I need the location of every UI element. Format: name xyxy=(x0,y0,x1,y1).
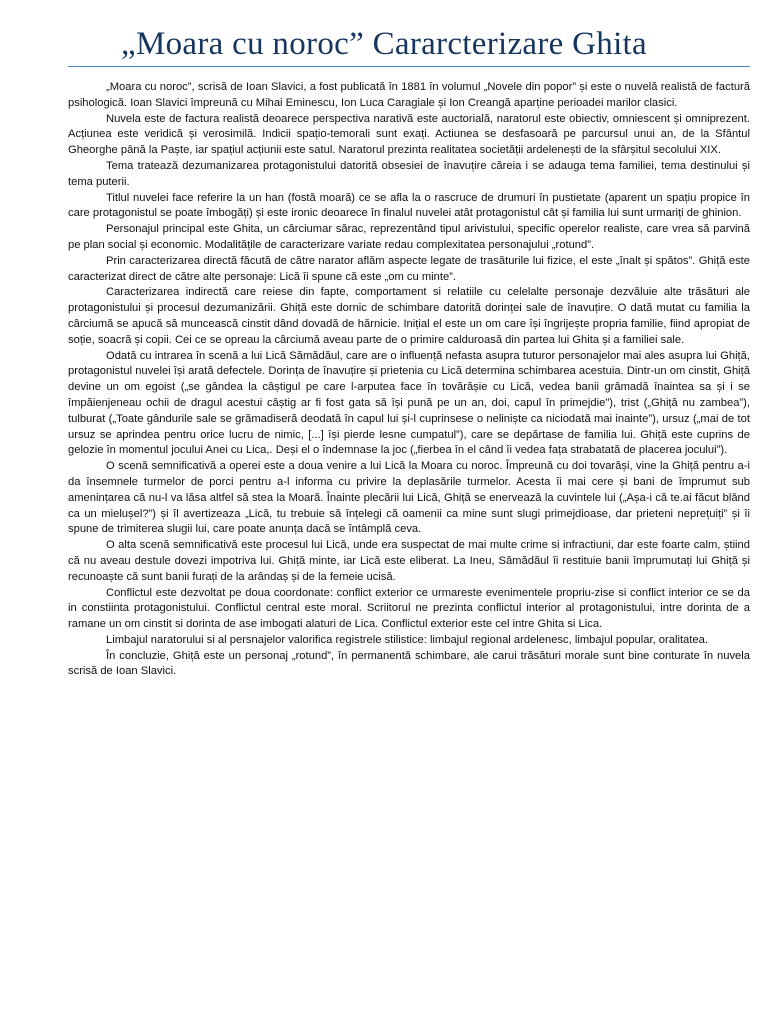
paragraph-trial: O alta scenă semnificativă este procesul lui Lică, unde era suspectat de mai multe crime si infractiuni, dar este foarte calm, știind că nu aveau destule dovezi impotriva lui. Ghiță minte, iar Lică este eliberat. La Ineu, Sămădăul îi restituie banii împrumutați lui Ghiță și recunoaște că sunt banii furați de la arândaș și de la femeie ucisă. xyxy=(68,539,750,583)
paragraph-conflict: Conflictul este dezvoltat pe doua coordonate: conflict exterior ce urmareste evenimentele propriu-zise si conflict interior ce se da in constiinta protagonistului. Conflictul central este moral. Scriitorul ne prezinta conflictul interior al protagonistului, intre dorinta de a ramane un om cinstit si dorinta de ase imbogati alaturi de Lica. Conflictul exterior este cel intre Ghita si Lica. xyxy=(68,586,750,631)
paragraph-conclusion: În concluzie, Ghiță este un personaj „rotund”, în permanentă schimbare, ale carui trăsături morale sunt bine conturate în nuvela scrisă de Ioan Slavici. xyxy=(68,649,750,678)
paragraph-language: Limbajul naratorului si al persnajelor valorifica registrele stilistice: limbajul regional ardelenesc, limbajul popular, oralitatea. xyxy=(106,633,708,646)
paragraph-indirect-characterization: Caracterizarea indirectă care reiese din fapte, comportament si relatiile cu celelalte personaje dezvăluie alte trăsături ale protagonistului și procesul dezumanizării. Ghiță este dornic de schimbare datorită dorinței sale de înavuțire. O dată mutat cu familia la cârciumă se apucă să muncească cinstit dând dovadă de hărnicie. Inițial el este un om care își îngrijește propria familie, fiind apropiat de soție, soacră și copii. Cei ce se opreau la cârciumă aveau parte de o primire calduroasă din partea lui Ghita și a familiei sale. xyxy=(68,286,750,346)
paragraph-lica-entrance: Odată cu intrarea în scenă a lui Lică Sămădăul, care are o influență nefasta asupra tuturor personajelor mai ales asupra lui Ghiță, protagonistul nuvelei își arată defectele. Dorința de înavuțire și prietenia cu Lică determina schimbarea acestuia. Dintr-un om cinstit, Ghiță devine un om egoist („se gândea la câștigul pe care l-arputea face în tovărășie cu Lică, vedea banii grămadă înaintea sa și i se împăienjeneau ochii de dragul acestui câștig ar fi fost gata să își pună pe un an, doi, capul în primejdie"), trist („Ghiță nu zambea”), tulburat („Toate gândurile sale se grămadiseră deodată în capul lui și-l cuprinsese o neliniște ca niciodată mai inainte”), ursuz („mai de tot ursuz se aprindea pentru orice lucru de nimic, [...] își pierde lesne cumpatul”), care se depărtase de familia lui. Ghiță este cuprins de gelozie în momentul jocului Anei cu Lica,. Deși el o îndemnase la joc („fierbea în el când îi vedea fața strabatată de placerea jocului”). xyxy=(68,349,750,457)
paragraph-intro: „Moara cu noroc”, scrisă de Ioan Slavici, a fost publicată în 1881 în volumul „Novele din popor” și este o nuvelă realistă de factură psihologică. Ioan Slavici împreună cu Mihai Eminescu, Ion Luca Caragiale și Ion Creangă aparține perioadei marilor clasici. xyxy=(68,81,750,109)
paragraph-theme: Tema tratează dezumanizarea protagonistului datorită obsesiei de înavuțire căreia i se adauga tema familiei, tema destinului și tema puterii. xyxy=(68,159,750,188)
paragraph-title: Titlul nuvelei face referire la un han (fostă moară) ce se afla la o rascruce de drumuri în pustietate (aparent un spațiu propice în care protagonistul se poate îmbogăți) și este ironic deoarece în finalul nuvelei atât protagonistul cât și familia lui sunt urmariți de ghinion. xyxy=(68,191,750,220)
paragraph-realism: Nuvela este de factura realistă deoarece perspectiva narativă este auctorială, naratorul este obiectiv, omniescent și omniprezent. Acțiunea este veridică și verosimilă. Indicii spațio-temorali sunt exați. Actiunea se desfasoară pe parcursul unui an, de la Sfântul Gheorghe până la Paște, iar spațiul acțiunii este satul. Naratorul prezinta realitatea societății ardelenești de la sfârșitul secolului XIX. xyxy=(68,112,750,157)
document-body xyxy=(68,80,750,680)
title-underline xyxy=(68,66,750,67)
paragraph-second-visit: O scenă semnificativă a operei este a doua venire a lui Lică la Moara cu noroc. Împreună cu doi tovarăși, vine la Ghiță pentru a-i da însemnele turmelor de porci pentru a-l informa cu privire la deplasările turmelor. Acesta îi mai cere și bani de împrumut sub amenințarea că nu-l va lăsa altfel să stea la Moară. Înainte plecării lui Lică, Ghiță se enervează la cuvintele lui („Așa-i că te.ai făcut blând ca un mielușel?”) și îl avertizeaza „Lică, tu trebuie să înțelegi că oamenii ca mine sunt slugi primejdioase, dar prieteni neprețuiți” și îi spune de trimiterea slugii lui, care poate anunța dacă se întâmplă ceva. xyxy=(68,460,750,536)
paragraph-direct-characterization: Prin caracterizarea directă făcută de către narator aflăm aspecte legate de trasăturile lui fizice, el este „înalt și spătos”. Ghiță este caracterizat direct de către alte personaje: Lică îi spune că este „om cu minte”. xyxy=(68,254,750,283)
document-title: „Moara cu noroc” Cararcterizare Ghita xyxy=(121,26,647,62)
paragraph-main-character: Personajul principal este Ghita, un cârciumar sărac, reprezentând tipul arivistului, specific operelor realiste, care vrea să parvină pe plan social și economic. Modalitățile de caracterizare variate redau complexitatea personajului „rotund”. xyxy=(68,223,750,251)
